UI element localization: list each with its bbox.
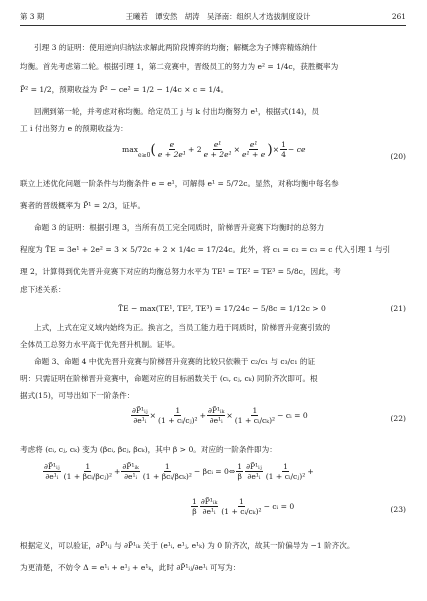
text-line: 明：只需证明在阶梯晋升竞赛中，命题对应的目标函数关于 (cᵢ, cⱼ, cₖ) 同阶齐次即可。根	[20, 374, 318, 383]
text-line: 命题 3 的证明：根据引理 3，当所有员工完全同质时，阶梯晋升竞赛下均衡时的总努力	[34, 223, 325, 232]
text-line: 联立上述优化问题一阶条件与均衡条件 e = e¹，可解得 e¹ = 5/72c。显然，对称均衡中每名参	[20, 179, 339, 188]
text-line: 根据定义，可以验证，∂P̃¹ᵢⱼ 与 ∂P̃¹ᵢₖ 关于 (e¹ᵢ, e¹ⱼ, e¹ₖ) 为 0 阶齐次，故其一阶偏导为 −1 阶齐次。	[20, 541, 355, 550]
equation-number: (23)	[390, 505, 406, 514]
text-line: 上式，上式在定义域内始终为正。换言之，当员工能力趋于同质时，阶梯晋升竞赛引致的	[34, 323, 331, 332]
equation-23-line1: $\frac{\text{∂P̃¹ᵢⱼ}}{\text{∂e¹ᵢ}}$ $\frac{1}{\text{(1 + βcᵢ/βcⱼ)²}}$ + $\frac{\text{∂P̃¹ᵢₖ}}{\text{∂e¹ᵢ}}$ $\frac{1}{\text{(1 + βcᵢ/βcₖ)²}}$ − βcᵢ = 0⇔ $\frac{1}{\beta}$ $\frac{\text{∂P̃¹ᵢⱼ}}{\text{∂e¹ᵢ}}$ $\frac{1}{\text{(1 + cᵢ/cⱼ)²}}$ +	[44, 462, 314, 481]
text-line: 理 2，计算得到优先晋升竞赛下对应的均衡总努力水平为 TE¹ = TE² = TE³ = 5/8c，因此，考	[20, 267, 341, 276]
text-line: 据式(15)，可导出如下一阶条件：	[20, 391, 135, 400]
text-line: 虑下述关系：	[20, 285, 66, 294]
text-line: 考虑将 (cᵢ, cⱼ, cₖ) 变为 (βcᵢ, βcⱼ, βcₖ)，其中 β > 0。对应的一阶条件即为：	[20, 445, 277, 454]
issue-number: 第 3 期	[20, 11, 45, 21]
text-line: 命题 3、命题 4 中优先晋升竞赛与阶梯晋升竞赛的比较只依赖于 c₂/c₁ 与 c₃/c₁ 的证	[34, 357, 316, 366]
equation-23-line2: $\frac{1}{\beta}$ $\frac{\text{∂P̃¹ᵢₖ}}{\text{∂e¹ᵢ}}$ $\frac{1}{\text{(1 + cᵢ/cₖ)²}}$ − cᵢ = 0	[192, 497, 295, 516]
equation-20: max e≥0 ( $\frac{e}{\text{e + 2e¹}}$ + 2 $\frac{\text{e¹}}{\text{e + 2e¹}}$ × $\frac{\text{e¹}}{\text{e¹ + e}}$ ) × $\frac{1}{4}$ − ce	[122, 140, 306, 159]
equation-number: (20)	[390, 152, 406, 161]
text-line: 为更清楚，不妨令 Δ = e¹ᵢ + e¹ⱼ + e¹ₖ，此时 ∂P̃¹ᵢⱼ/∂e¹ᵢ 可写为：	[20, 563, 241, 572]
text-line: 均衡。首先考虑第二轮。根据引理 1，第二竞赛中，晋级员工的努力为 e² = 1/4c，获胜概率为	[20, 62, 339, 71]
page-number: 261	[391, 11, 406, 21]
equation-21: T̃E − max(TE¹, TE², TE³) = 17/24c − 5/8c = 1/12c > 0	[118, 304, 326, 313]
text-line: 引理 3 的证明：使用逆向归纳法求解此两阶段博弈的均衡；解概念为子博弈精炼纳什	[34, 43, 318, 52]
text-line: 全体员工总努力水平高于优先晋升机制。证毕。	[20, 340, 180, 349]
text-line: 工 i 付出努力 e 的预期收益为：	[20, 124, 128, 133]
text-line: 赛者的晋级概率为 P̃¹ = 2/3，证毕。	[20, 201, 146, 210]
header-authors: 王曦若 谭安然 胡涛 吴泽南：组织人才选拔制度设计	[125, 11, 311, 21]
header-rule	[20, 25, 406, 26]
running-header	[20, 9, 406, 23]
text-line: 回溯到第一轮，并考虑对称均衡。给定员工 j 与 k 付出均衡努力 e¹，根据式(14)，员	[34, 107, 320, 116]
text-line: P̃² = 1/2，预期收益为 P̃² − ce² = 1/2 − 1/4c × c = 1/4。	[20, 85, 229, 94]
equation-number: (22)	[390, 414, 406, 423]
equation-22: $\frac{\text{∂P̃¹ᵢⱼ}}{\text{∂e¹ᵢ}}$ × $\frac{1}{\text{(1 + cᵢ/cⱼ)²}}$ + $\frac{\text{∂P̃¹ᵢₖ}}{\text{∂e¹ᵢ}}$ × $\frac{1}{\text{(1 + cᵢ/cₖ)²}}$ − cᵢ = 0	[132, 406, 308, 425]
text-line: 程度为 T̃E = 3e¹ + 2e² = 3 × 5/72c + 2 × 1/4c = 17/24c。此外，将 c₁ = c₂ = c₃ = c 代入引理 1 与引	[20, 245, 391, 254]
equation-number: (21)	[390, 304, 406, 313]
